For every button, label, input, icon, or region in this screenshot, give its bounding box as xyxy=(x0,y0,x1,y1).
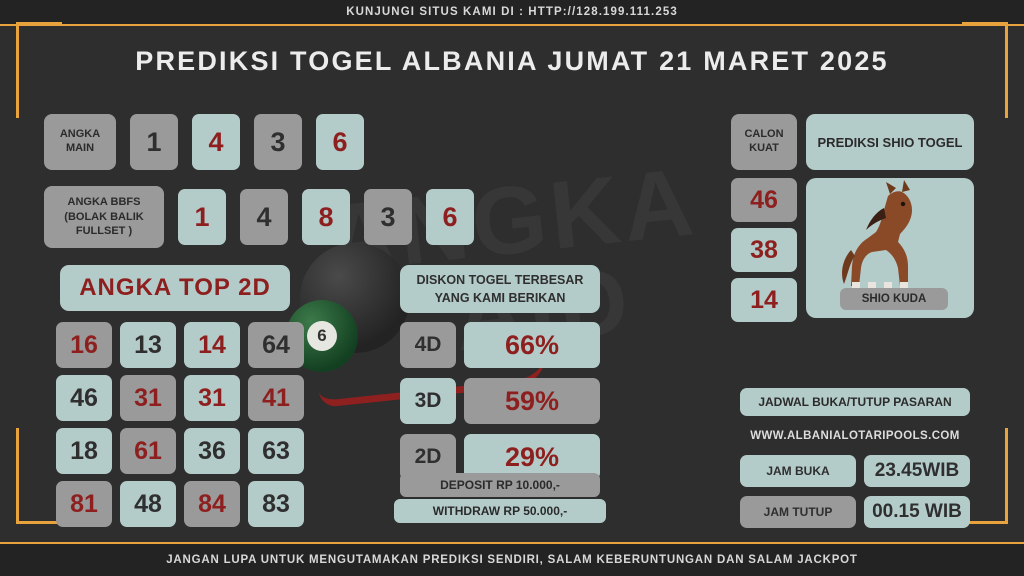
angka-main-value: 4 xyxy=(192,114,240,170)
angka-bbfs-label-line3: FULLSET ) xyxy=(75,225,133,238)
calon-kuat-label-line1: CALON xyxy=(744,128,784,141)
jam-buka-value: 23.45WIB xyxy=(864,455,970,487)
angka-top-2d-cell: 31 xyxy=(184,375,240,421)
diskon-row-value: 59% xyxy=(464,378,600,424)
billiard-ball-number: 6 xyxy=(307,321,337,351)
deposit-note: DEPOSIT RP 10.000,- xyxy=(400,473,600,497)
angka-top-2d-title: ANGKA TOP 2D xyxy=(60,265,290,311)
prediksi-shio-title: PREDIKSI SHIO TOGEL xyxy=(806,114,974,170)
shio-number: 14 xyxy=(731,278,797,322)
shio-name: SHIO KUDA xyxy=(840,288,948,310)
angka-top-2d-cell: 31 xyxy=(120,375,176,421)
angka-top-2d-cell: 36 xyxy=(184,428,240,474)
jam-tutup-label: JAM TUTUP xyxy=(740,496,856,528)
angka-top-2d-cell: 84 xyxy=(184,481,240,527)
angka-main-value: 1 xyxy=(130,114,178,170)
angka-top-2d-cell: 18 xyxy=(56,428,112,474)
diskon-row-value: 66% xyxy=(464,322,600,368)
diskon-title-line2: YANG KAMI BERIKAN xyxy=(434,291,566,305)
angka-bbfs-label xyxy=(44,186,164,248)
diskon-row-key: 4D xyxy=(400,322,456,368)
angka-main-label-line1: ANGKA xyxy=(59,128,101,141)
shio-number: 46 xyxy=(731,178,797,222)
angka-top-2d-cell: 46 xyxy=(56,375,112,421)
diskon-row-key: 3D xyxy=(400,378,456,424)
shio-number: 38 xyxy=(731,228,797,272)
diskon-title xyxy=(400,265,600,313)
jam-row xyxy=(740,455,970,487)
withdraw-note: WITHDRAW RP 50.000,- xyxy=(394,499,606,523)
jam-buka-label: JAM BUKA xyxy=(740,455,856,487)
shio-number-list xyxy=(731,178,797,322)
angka-bbfs-row xyxy=(44,186,474,248)
angka-top-2d-cell: 61 xyxy=(120,428,176,474)
angka-bbfs-value: 6 xyxy=(426,189,474,245)
top-banner xyxy=(0,0,1024,26)
top-banner-text: KUNJUNGI SITUS KAMI DI : HTTP://128.199.111.253 xyxy=(346,6,678,18)
angka-top-2d-cell: 48 xyxy=(120,481,176,527)
diskon-title-line1: DISKON TOGEL TERBESAR xyxy=(416,272,584,287)
angka-bbfs-label-line1: ANGKA BBFS xyxy=(67,195,141,208)
page-title: PREDIKSI TOGEL ALBANIA JUMAT 21 MARET 2025 xyxy=(135,46,889,76)
angka-top-2d-cell: 14 xyxy=(184,322,240,368)
angka-main-value: 6 xyxy=(316,114,364,170)
angka-bbfs-value: 1 xyxy=(178,189,226,245)
angka-main-label-line2: MAIN xyxy=(65,142,95,154)
angka-main-value: 3 xyxy=(254,114,302,170)
bottom-banner xyxy=(0,542,1024,576)
angka-top-2d-cell: 83 xyxy=(248,481,304,527)
angka-bbfs-label-line2: (BOLAK BALIK xyxy=(64,210,144,223)
bottom-banner-text: JANGAN LUPA UNTUK MENGUTAMAKAN PREDIKSI SENDIRI, SALAM KEBERUNTUNGAN DAN SALAM JACKPOT xyxy=(166,554,858,566)
calon-kuat-label-line2: KUAT xyxy=(749,142,779,154)
angka-top-2d-cell: 81 xyxy=(56,481,112,527)
angka-main-row xyxy=(44,114,364,170)
calon-kuat-label xyxy=(731,114,797,170)
angka-bbfs-value: 4 xyxy=(240,189,288,245)
diskon-row-value: 29% xyxy=(464,434,600,480)
angka-bbfs-value: 3 xyxy=(364,189,412,245)
angka-top-2d-cell: 63 xyxy=(248,428,304,474)
angka-bbfs-value: 8 xyxy=(302,189,350,245)
angka-top-2d-cell: 64 xyxy=(248,322,304,368)
diskon-row xyxy=(400,322,600,368)
angka-main-label xyxy=(44,114,116,170)
angka-top-2d-cell: 41 xyxy=(248,375,304,421)
website-url: WWW.ALBANIALOTARIPOOLS.COM xyxy=(750,430,960,442)
angka-top-2d-cell: 16 xyxy=(56,322,112,368)
jadwal-title: JADWAL BUKA/TUTUP PASARAN xyxy=(740,388,970,416)
angka-top-2d-cell: 13 xyxy=(120,322,176,368)
jam-tutup-value: 00.15 WIB xyxy=(864,496,970,528)
jam-rows xyxy=(740,455,970,528)
jam-row xyxy=(740,496,970,528)
diskon-row xyxy=(400,378,600,424)
diskon-rows xyxy=(400,322,600,480)
angka-top-2d-grid xyxy=(56,322,304,527)
diskon-row-key: 2D xyxy=(400,434,456,480)
